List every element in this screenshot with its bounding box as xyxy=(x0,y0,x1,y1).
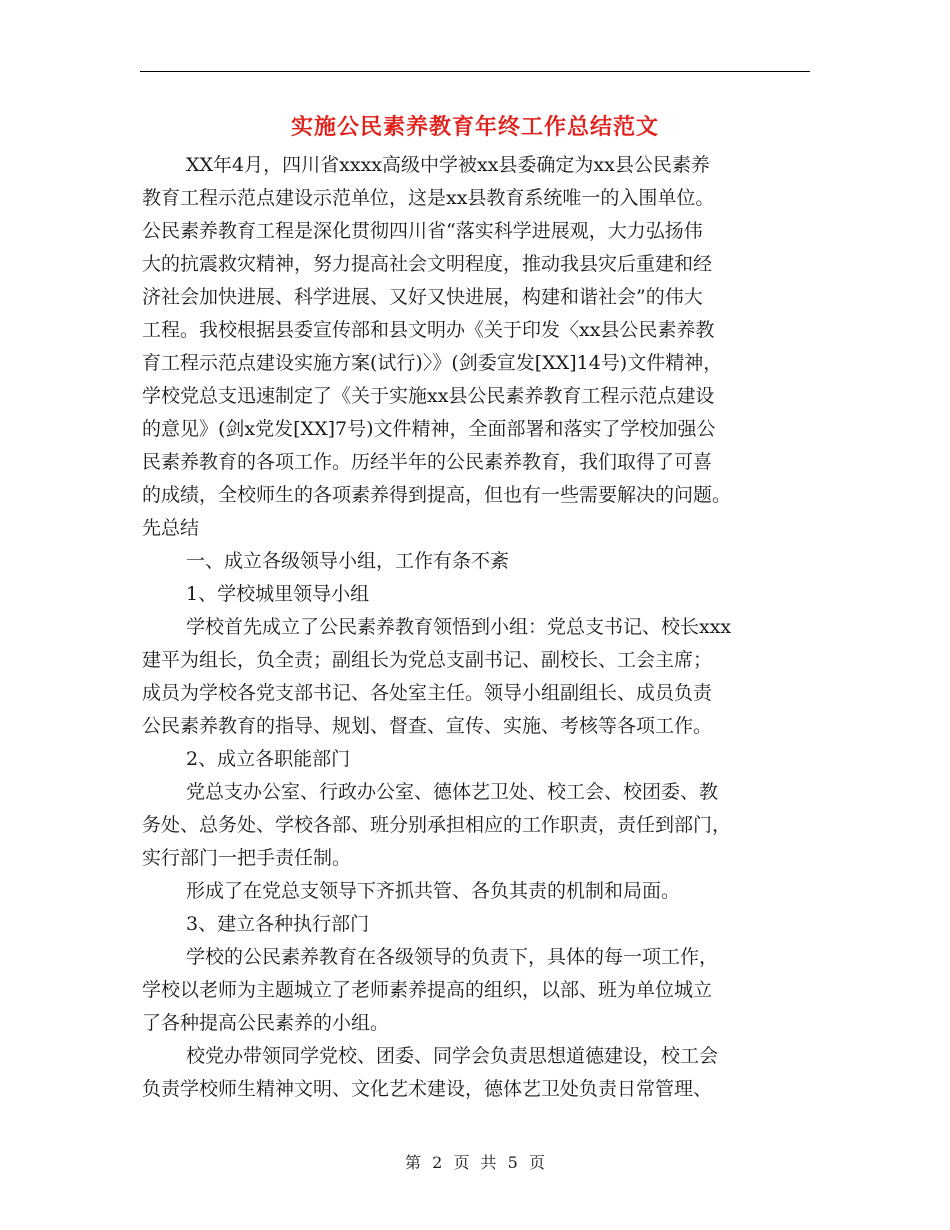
text-line: XX年4月，四川省xxxx高级中学被xx县委确定为xx县公民素养 xyxy=(186,154,710,176)
text-line: 大的抗震救灾精神，努力提高社会文明程度，推动我县灾后重建和经 xyxy=(142,253,713,275)
document-body xyxy=(142,149,812,1106)
text-line: 党总支办公室、行政办公室、德体艺卫处、校工会、校团委、教 xyxy=(186,781,719,803)
footer-page-word: 页 xyxy=(453,1153,470,1172)
text-line: 育工程示范点建设实施方案(试行)〉》(剑委宣发[XX]14号)文件精神， xyxy=(142,352,723,374)
footer-suffix: 页 xyxy=(528,1153,545,1172)
text-line: 公民素养教育工程是深化贯彻四川省“落实科学进展观，大力弘扬伟 xyxy=(142,220,703,242)
text-line: 教育工程示范点建设示范单位，这是xx县教育系统唯一的入围单位。 xyxy=(142,187,715,209)
text-line: 学校首先成立了公民素养教育领悟到小组：党总支书记、校长xxx xyxy=(186,616,732,638)
text-line: 学校以老师为主题城立了老师素养提高的组织，以部、班为单位城立 xyxy=(142,979,713,1001)
text-line: 务处、总务处、学校各部、班分别承担相应的工作职责，责任到部门， xyxy=(142,814,732,836)
text-line: 的意见》(剑x党发[XX]7号)文件精神，全面部署和落实了学校加强公 xyxy=(142,418,716,440)
text-line: 校党办带领同学党校、团委、同学会负责思想道德建设，校工会 xyxy=(186,1045,719,1067)
text-line: 1、学校城里领导小组 xyxy=(186,583,370,605)
text-line: 济社会加快进展、科学进展、又好又快进展，构建和谐社会”的伟大 xyxy=(142,286,703,308)
text-line: 一、成立各级领导小组，工作有条不紊 xyxy=(186,550,510,572)
text-line: 学校的公民素养教育在各级领导的负责下，具体的每一项工作， xyxy=(186,946,719,968)
text-line: 负责学校师生精神文明、文化艺术建设，德体艺卫处负责日常管理、 xyxy=(142,1078,713,1100)
text-line: 民素养教育的各项工作。历经半年的公民素养教育，我们取得了可喜 xyxy=(142,451,713,473)
text-line: 建平为组长，负全责；副组长为党总支副书记、副校长、工会主席； xyxy=(142,649,713,671)
text-line: 工程。我校根据县委宣传部和县文明办《关于印发〈xx县公民素养教 xyxy=(142,319,715,341)
text-line: 公民素养教育的指导、规划、督查、宣传、实施、考核等各项工作。 xyxy=(142,715,713,737)
text-line: 形成了在党总支领导下齐抓共管、各负其责的机制和局面。 xyxy=(186,880,681,902)
text-line: 实行部门一把手责任制。 xyxy=(142,847,352,869)
text-line: 先总结 xyxy=(142,517,200,539)
document-title: 实施公民素养教育年终工作总结范文 xyxy=(290,114,659,140)
header-rule xyxy=(140,71,810,72)
text-line: 了各种提高公民素养的小组。 xyxy=(142,1012,390,1034)
page-footer xyxy=(0,1151,950,1175)
text-line: 学校党总支迅速制定了《关于实施xx县公民素养教育工程示范点建设 xyxy=(142,385,715,407)
footer-total-word: 共 xyxy=(480,1153,497,1172)
footer-page-number: 2 xyxy=(432,1153,443,1172)
footer-total-pages: 5 xyxy=(507,1153,518,1172)
text-line: 的成绩，全校师生的各项素养得到提高，但也有一些需要解决的问题。 xyxy=(142,484,732,506)
text-line: 3、建立各种执行部门 xyxy=(186,913,370,935)
footer-prefix: 第 xyxy=(405,1153,422,1172)
text-line: 2、成立各职能部门 xyxy=(186,748,351,770)
text-line: 成员为学校各党支部书记、各处室主任。领导小组副组长、成员负责 xyxy=(142,682,713,704)
